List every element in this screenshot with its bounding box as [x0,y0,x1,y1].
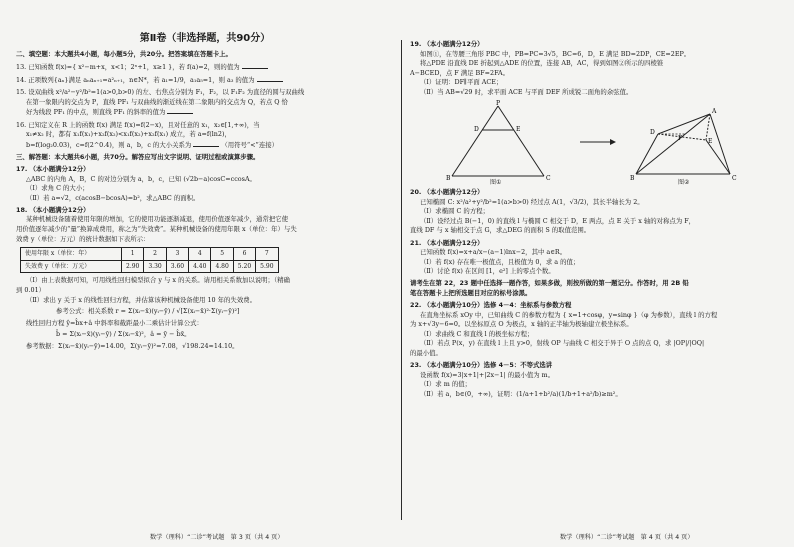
svg-text:D: D [474,126,479,134]
figure-2-caption: 图② [678,179,690,187]
svg-text:E: E [708,138,713,146]
svg-text:B: B [630,175,635,183]
fill-in-heading: 二、填空题：本大题共4小题，每小题5分，共20分。把答案填在答题卡上。 [16,50,232,58]
figure-1-caption: 图① [490,179,502,187]
section-title: 第Ⅱ卷（非选择题，共90分） [139,33,271,44]
arrow-icon [580,139,616,145]
svg-text:C: C [732,175,737,183]
svg-text:B: B [446,175,451,183]
data-table [20,247,279,273]
question-21: 21. （本小题满分12分） 已知函数 f(x)=x+a/x−(a−1)lnx−2，其中 a∈R。 （Ⅰ）若 f(x) 存在唯一极值点，且极值为 0，求 a 的值； （Ⅱ）讨论 f(x) 在区间 [1，e²] 上的零点个数。 [410,238,580,276]
table-row: 失效费 y（单位：万元） 2.90 3.30 3.60 4.40 4.80 5.20 5.90 [21,260,279,273]
figure-1-triangle [446,100,551,182]
svg-text:A: A [712,108,717,116]
geometry-figures [410,100,782,186]
figures [410,100,782,186]
page-footer-left: 数学（理科）“二诊”考试题 第 3 页（共 4 页） [150,534,284,541]
svg-text:C: C [546,175,551,183]
column-divider [401,40,402,520]
page-footer-right: 数学（理科）“二诊”考试题 第 4 页（共 4 页） [560,534,694,541]
svg-text:P: P [496,100,501,108]
choice-note: 请考生在第 22，23 题中任选择一题作答，如果多做，则按所做的第一题记分。作答时，用 2B 铅 笔在答题卡上把所选题目对应的标号涂黑。 [410,279,689,297]
question-22: 22. （本小题满分10分）选修 4－4：坐标系与参数方程 在直角坐标系 xOy 中，已知曲线 C 的参数方程为 { x=1+cosφ，y=sinφ }（φ 为参数），直线 l 的方程 为 x+√3y−6=0。以坐标原点 O 为极点，x 轴的正半轴为极轴建立极坐标系。 （Ⅰ）求曲线 C 和直线 l 的极坐标方程； （Ⅱ）若点 P(x，y) 在直线 l 上且 y>0，射线 OP 与曲线 C 相交于异于 O 点的点 Q，求 |OP|/|OQ| 的最小值。 [410,301,718,358]
svg-text:F: F [678,135,683,143]
right-page [410,40,782,402]
question-13: 13. 已知函数 f(x)={ x²−m+x，x<1；2ˣ+1，x≥1 }，若 f(a)=2，则的值为 [16,62,394,73]
question-15: 15. 设双曲线 x²/a²−y²/b²=1(a>0,b>0) 的左、右焦点分别为 F₁，F₂，以 F₁F₂ 为直径的圆与双曲线 在第一象限内的交点为 P，直线 PF₁ 与双曲线的渐近线在第二象限内的交点为 Q，若点 Q 恰 好为线段 PF₁ 的中点，则直线 PF₁ 的斜率的值为 [16,88,305,117]
question-19: 19. （本小题满分12分） 如图①，在等腰三角形 PBC 中，PB=PC=3√5，BC=6，D，E 满足 BD=2DP，CE=2EP。 将△PDE 沿直线 DE 折起到△ADE 的位置，连接 AB，AC，得到如图②所示的四棱锥 A−BCED，点 F 满足 BF=2FA。 （Ⅰ）证明：DF∥平面 ACE； （Ⅱ）当 AB=√29 时，求平面 ACE 与平面 DEF 所成锐二面角的余弦值。 [410,40,691,96]
question-16: 16. 已知定义在 R 上的函数 f(x) 满足 f(x)=f(2−x)，且对任意的 x₁，x₂∈[1,+∞)，当 x₁≠x₂ 时，都有 x₁f(x₁)+x₂f(x₂)<x₁f(x₂)+x₂f(x₁) 成立，若 a=f(ln2)， b=f(log₂0.03)，c=f(2^0.4)，则 a，b，c 的大小关系为 （用符号“<”连接） [16,120,278,149]
svg-text:D: D [650,129,655,137]
svg-text:E: E [516,126,521,134]
question-17: 17. （本小题满分12分） △ABC 的内角 A，B，C 的对边分别为 a，b，c，已知 (√2b−a)cosC=ccosA。 （Ⅰ）求角 C 的大小； （Ⅱ）若 a=√2，c(acosB−bcosA)=b²，求△ABC 的面积。 [16,164,256,202]
left-page [16,30,394,354]
question-20: 20. （本小题满分12分） 已知椭圆 C: x²/a²+y²/b²=1(a>b>0) 经过点 A(1，√3/2)，其长半轴长为 2。 （Ⅰ）求椭圆 C 的方程； （Ⅱ）设经过点 B(−1，0) 的直线 l 与椭圆 C 相交于 D，E 两点，点 E 关于 x 轴的对称点为 F， 直线 DF 与 x 轴相交于点 G，求△DEG 的面积 S 的取值范围。 [410,188,696,235]
table-row: 使用年限 x（单位：年） 1 2 3 4 5 6 7 [21,248,279,261]
figure-2-pyramid [630,108,737,182]
question-23: 23. （本小题满分10分）选修 4－5：不等式选讲 设函数 f(x)=3|x+1|+|2x−1| 的最小值为 m。 （Ⅰ）求 m 的值； （Ⅱ）若 a，b∈(0，+∞)，证明：(1/a+1+b²/a)(1/b+1+a²/b)≥m²。 [410,361,622,398]
question-14: 14. 正项数列{aₙ}满足 aₙaₙ₊₁=a²ₙ₊₁，n∈N*，若 a₁=1/9，a₁a₅=1，则 a₃ 的值为 [16,75,394,86]
solve-heading: 三、解答题：本大题共6小题，共70分。解答应写出文字说明、证明过程或演算步骤。 [16,152,260,161]
question-18: 18. （本小题满分12分） 某种机械设备随着使用年限的增加，它的使用功能逐渐减退，使用价值逐年减少，通常把它使 用价值逐年减少的“量”换算成费用，称之为“失效费”。某种机械设备的使用年限 x（单位：年）与失 效费 y（单位：万元）的统计数据如下表所示： 使用年限 x（单位：年） 1 2 3 4 5 6 7 失效费 y（单位：万元） 2.90 3.30 3.60 4.40 4.80 5.20 5.90 （Ⅰ）由上表数据可知，可用线性回归模型拟合 y 与 x 的关系。请用相关系数加以说明；（精确 到 0.01） （Ⅱ）求出 y 关于 x 的线性回归方程，并估算该种机械设备使用 10 年的失效费。 参考公式：相关系数 r = Σ(xᵢ−x̄)(yᵢ−ȳ) / √[Σ(xᵢ−x̄)²·Σ(yᵢ−ȳ)²] 线性回归方程 ŷ=b̂x+â 中斜率和截距最小二乘估计计算公式： b̂ = Σ(xᵢ−x̄)(yᵢ−ȳ) / Σ(xᵢ−x̄)²，â = ȳ − b̂x̄。 参考数据：Σ(xᵢ−x̄)(yᵢ−ȳ)=14.00，Σ(yᵢ−ȳ)²=7.08，√198.24≈14.10。 [16,205,297,350]
